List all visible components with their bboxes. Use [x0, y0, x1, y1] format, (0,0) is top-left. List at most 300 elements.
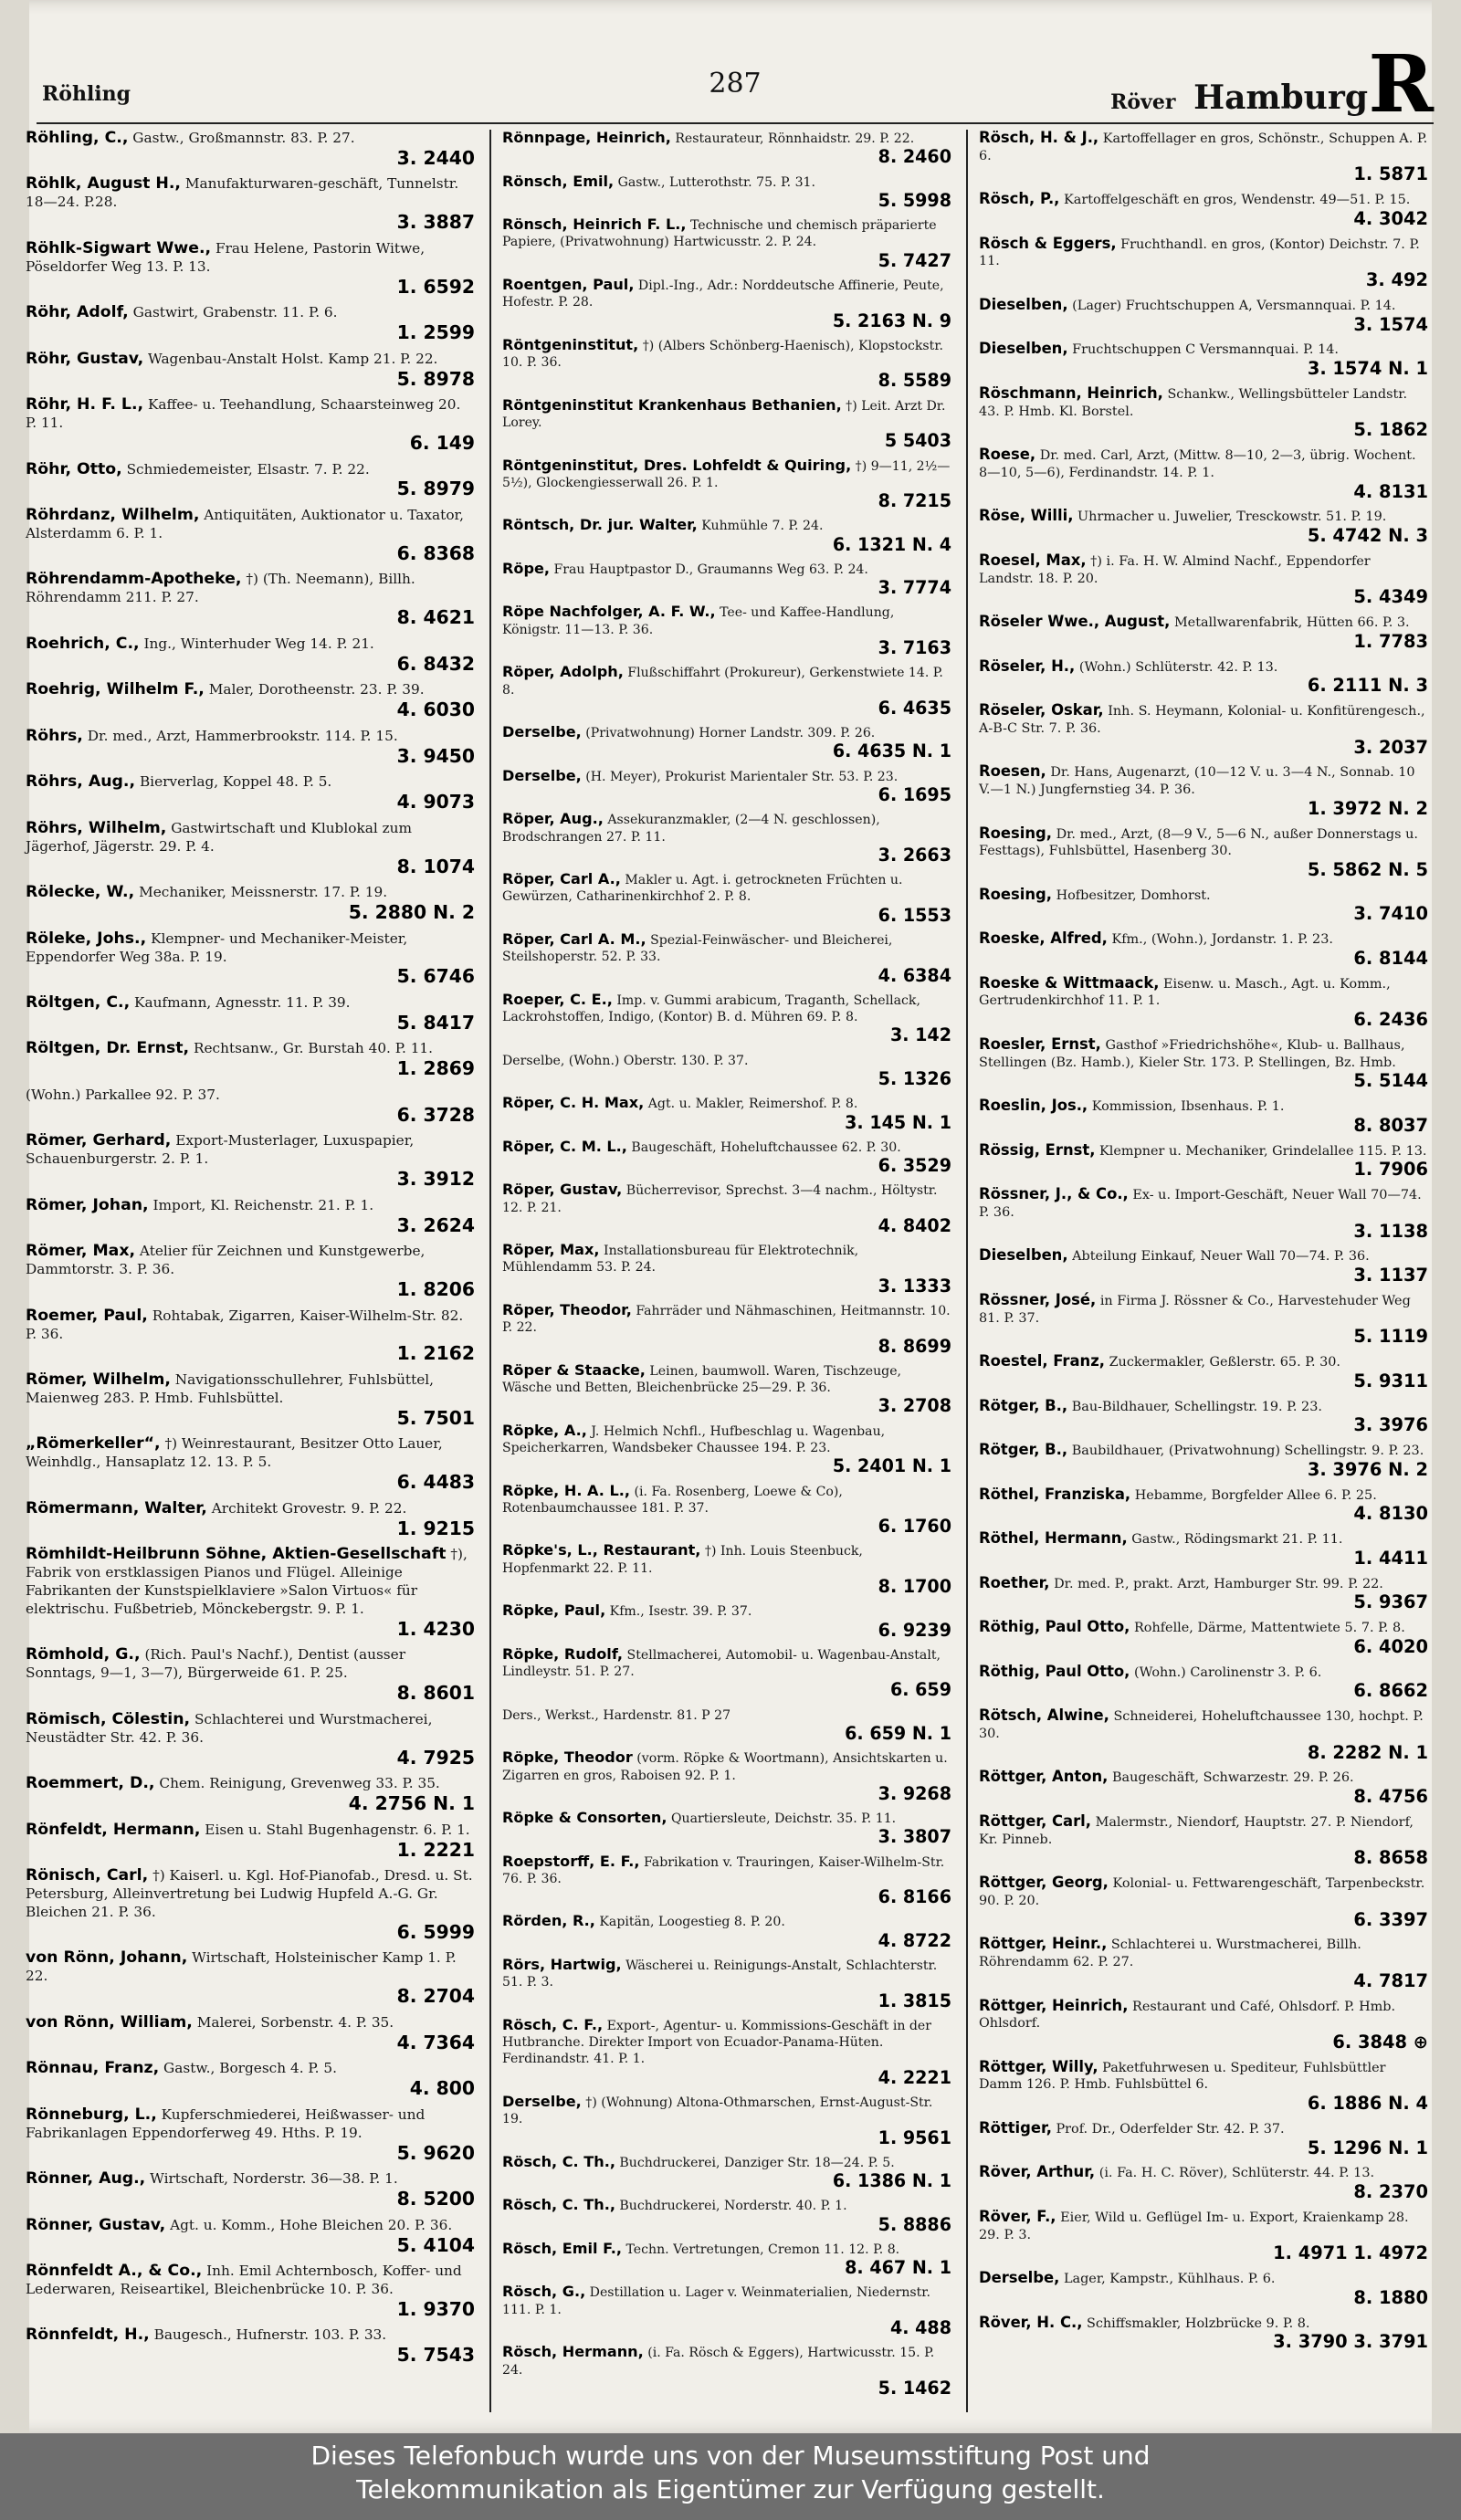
entry-details: Flußschiffahrt (Prokureur), Gerkenstwiete 14. P. 8. — [502, 666, 943, 698]
entry-details: Kupferschmiederei, Heißwasser- und Fabrikanlagen Eppendorferweg 49. Hths. P. 19. — [26, 2105, 426, 2141]
entry-name: Röseler Wwe., August, — [979, 613, 1171, 631]
entry-phone-number: 1. 8206 — [396, 1278, 475, 1301]
directory-entry — [975, 1530, 1432, 1568]
entry-details: Schiffsmakler, Holzbrücke 9. P. 8. — [1087, 2315, 1310, 2331]
entry-phone-number: 4. 2221 — [878, 2066, 951, 2088]
directory-entry — [22, 994, 478, 1034]
entry-name: Röper, Gustav, — [502, 1181, 623, 1199]
entry-name: Rösch & Eggers, — [979, 234, 1117, 252]
entry-phone-number: 3. 3912 — [396, 1168, 475, 1191]
entry-phone-number: 4. 8402 — [878, 1214, 951, 1236]
entry-phone-number: 1. 3815 — [878, 1990, 951, 2011]
entry-phone-number: 3. 3976 — [1353, 1414, 1428, 1436]
entry-details: Dr. med., Arzt, Hammerbrookstr. 114. P. 15. — [87, 727, 398, 744]
entry-details: Baubildhauer, (Privatwohnung) Schellingstr. 9. P. 23. — [1071, 1444, 1424, 1459]
entry-name: Röse, Willi, — [979, 507, 1074, 525]
entry-phone-number: 5. 8979 — [396, 478, 475, 500]
entry-name: Rössner, J., & Co., — [979, 1185, 1129, 1203]
entry-phone-number: 5. 1326 — [878, 1067, 951, 1089]
entry-details: Baugesch., Hufnerstr. 103. P. 33. — [153, 2326, 387, 2344]
entry-phone-number: 6. 8368 — [396, 541, 475, 564]
directory-entry — [499, 1139, 955, 1175]
entry-name: Röpke, H. A. L., — [502, 1481, 631, 1499]
entry-name: Römhold, G., — [26, 1645, 141, 1664]
entry-phone-number: 3. 2663 — [878, 844, 951, 866]
header-last-word: Röver — [1110, 90, 1176, 114]
directory-entry — [975, 2059, 1432, 2114]
directory-entry — [499, 2197, 955, 2233]
directory-entry — [499, 1423, 955, 1476]
entry-phone-number: 8. 5200 — [396, 2188, 475, 2210]
directory-entry — [22, 1711, 478, 1769]
entry-name: Römer, Wilhelm, — [26, 1370, 171, 1390]
entry-details: Kapitän, Loogestieg 8. P. 20. — [599, 1915, 785, 1930]
entry-details: Stellmacherei, Automobil- u. Wagenbau-Anstalt, Lindleystr. 51. P. 27. — [502, 1647, 941, 1680]
entry-name: Rösch, C. Th., — [502, 2152, 615, 2170]
entry-phone-number: 8. 467 N. 1 — [845, 2257, 951, 2279]
entry-name: Röpke, A., — [502, 1421, 587, 1439]
entry-details: Eier, Wild u. Geflügel Im- u. Export, Kraienkamp 28. 29. P. 3. — [979, 2210, 1409, 2242]
entry-phone-number: 6. 1553 — [878, 904, 951, 926]
entry-details: Bücherrevisor, Sprechst. 3—4 nachm., Höltystr. 12. P. 21. — [502, 1183, 938, 1215]
entry-details: Uhrmacher u. Juwelier, Tresckowstr. 51. P. 19. — [1077, 509, 1387, 525]
entry-details: Rechtsanw., Gr. Burstah 40. P. 11. — [193, 1040, 434, 1057]
entry-details: (i. Fa. Rösch & Eggers), Hartwicusstr. 15. P. 24. — [502, 2346, 935, 2378]
entry-details: Ders., Werkst., Hardenstr. 81. P 27 — [502, 1707, 731, 1723]
directory-entry — [22, 1546, 478, 1640]
entry-details: Rohtabak, Zigarren, Kaiser-Wilhelm-Str. 82. P. 36. — [26, 1307, 464, 1342]
entry-details: Antiquitäten, Auktionator u. Taxator, Alsterdamm 6. P. 1. — [26, 507, 465, 541]
directory-entry — [22, 1775, 478, 1814]
directory-entry — [499, 561, 955, 597]
directory-entry — [499, 1810, 955, 1846]
directory-entry — [975, 1619, 1432, 1656]
entry-details: †) Inh. Louis Steenbuck, Hopfenmarkt 22. P. 11. — [502, 1544, 863, 1576]
directory-entry — [499, 2154, 955, 2190]
entry-phone-number: 6. 8144 — [1353, 947, 1428, 969]
directory-entry — [499, 130, 955, 166]
directory-entry — [975, 385, 1432, 440]
entry-name: Röhrendamm-Apotheke, — [26, 570, 242, 589]
entry-details: (Rich. Paul's Nachf.), Dentist (ausser Sonntags, 9—1, 3—7), Bürgerweide 61. P. 25. — [26, 1646, 406, 1682]
directory-entry — [975, 702, 1432, 757]
entry-phone-number: 3. 3887 — [396, 211, 475, 234]
directory-entry — [499, 1913, 955, 1949]
entry-details: Frau Hauptpastor D., Graumanns Weg 63. P. 24. — [553, 562, 868, 577]
directory-entry — [22, 681, 478, 720]
directory-entry — [22, 1435, 478, 1493]
entry-details: Gastwirt, Grabenstr. 11. P. 6. — [132, 304, 338, 321]
entry-details: Schneiderei, Hoheluftchaussee 130, hochpt. P. 30. — [979, 1709, 1424, 1741]
directory-entry — [975, 763, 1432, 818]
entry-phone-number: 6. 2436 — [1353, 1009, 1428, 1031]
entry-details: in Firma J. Rössner & Co., Harvestehuder Weg 81. P. 37. — [979, 1293, 1411, 1326]
entry-name: Rösch, P., — [979, 190, 1060, 208]
entry-phone-number: 5. 4349 — [1353, 586, 1428, 608]
entry-phone-number: 3. 142 — [889, 1024, 951, 1046]
entry-name: Rörden, R., — [502, 1912, 595, 1930]
directory-entry — [975, 1936, 1432, 1990]
entry-phone-number: 1. 7906 — [1353, 1159, 1428, 1181]
directory-entry — [22, 2106, 478, 2164]
entry-phone-number: 1. 5871 — [1353, 163, 1428, 185]
directory-entry — [499, 337, 955, 391]
entry-name: Rösch, C. Th., — [502, 2196, 615, 2214]
entry-phone-number: 5. 4742 N. 3 — [1307, 525, 1428, 547]
entry-name: Röper, Carl A. M., — [502, 929, 646, 948]
entry-name: Röhlk, August H., — [26, 174, 181, 194]
directory-entry — [22, 635, 478, 675]
entry-name: Derselbe, — [502, 723, 582, 741]
directory-entry — [499, 1706, 955, 1743]
directory-entry — [975, 191, 1432, 228]
directory-entry — [975, 825, 1432, 880]
entry-details: (Lager) Fruchtschuppen A, Versmannquai. P. 14. — [1072, 298, 1396, 313]
entry-phone-number: 3. 3976 N. 2 — [1307, 1458, 1428, 1480]
entry-phone-number: 1. 2221 — [396, 1838, 475, 1861]
entry-phone-number: 5. 8886 — [878, 2213, 951, 2235]
directory-entry — [975, 552, 1432, 607]
entry-details: †) (Albers Schönberg-Haenisch), Klopstockstr. 10. P. 36. — [502, 338, 943, 371]
entry-details: Makler u. Agt. i. getrockneten Früchten u. Gewürzen, Catharinenkirchhof 2. P. 8. — [502, 873, 903, 905]
entry-name: Röntgeninstitut, Dres. Lohfeldt & Quiring, — [502, 456, 852, 474]
entry-name: Röhrs, Wilhelm, — [26, 818, 167, 837]
entry-name: Rönfeldt, Hermann, — [26, 1820, 201, 1839]
directory-entry — [499, 1181, 955, 1235]
entry-name: Röhr, Otto, — [26, 459, 122, 478]
entry-details: Export-Musterlager, Luxuspapier, Schauenburgerstr. 2. P. 1. — [26, 1132, 415, 1168]
directory-entry — [499, 1853, 955, 1907]
entry-name: Roese, — [979, 446, 1036, 464]
entry-phone-number: 3. 2624 — [396, 1213, 475, 1236]
entry-name: Röper, C. H. Max, — [502, 1094, 645, 1112]
entry-details: Chem. Reinigung, Grevenweg 33. P. 35. — [159, 1775, 440, 1792]
entry-details: Lager, Kampstr., Kühlhaus. P. 6. — [1063, 2272, 1276, 2287]
entry-details: Wagenbau-Anstalt Holst. Kamp 21. P. 22. — [148, 350, 438, 367]
directory-entry — [975, 1442, 1432, 1479]
entry-name: Rölecke, W., — [26, 883, 135, 902]
directory-entry — [975, 1142, 1432, 1180]
directory-entry — [22, 351, 478, 390]
entry-details: (i. Fa. H. C. Röver), Schlüterstr. 44. P. 13. — [1098, 2166, 1375, 2181]
directory-entry — [22, 2326, 478, 2366]
entry-phone-number: 6. 3848 ⊕ — [1332, 2031, 1428, 2053]
entry-name: Roemer, Paul, — [26, 1306, 148, 1325]
entry-name: Röltgen, Dr. Ernst, — [26, 1039, 190, 1058]
entry-details: Technische und chemisch präparierte Papiere, (Privatwohnung) Hartwicusstr. 2. P. 24. — [502, 218, 937, 250]
entry-details: Agt. u. Komm., Hohe Bleichen 20. P. 36. — [170, 2216, 453, 2233]
directory-entry — [975, 1998, 1432, 2053]
entry-phone-number: 5. 9311 — [1353, 1370, 1428, 1391]
directory-entry — [499, 2017, 955, 2087]
directory-entry — [499, 604, 955, 657]
entry-phone-number: 8. 8658 — [1353, 1847, 1428, 1869]
entry-name: Röhlk-Sigwart Wwe., — [26, 238, 212, 257]
entry-details: Buchdruckerei, Norderstr. 40. P. 1. — [619, 2199, 847, 2214]
directory-entry — [22, 728, 478, 767]
entry-phone-number: 4. 7817 — [1353, 1969, 1428, 1991]
entry-name: Roesing, — [979, 824, 1053, 842]
entry-details: Ing., Winterhuder Weg 14. P. 21. — [143, 635, 374, 652]
directory-entry — [22, 175, 478, 233]
directory-entry — [975, 1398, 1432, 1435]
entry-name: Rössner, José, — [979, 1290, 1097, 1308]
entry-phone-number: 4. 7925 — [396, 1746, 475, 1769]
directory-entry — [975, 975, 1432, 1030]
entry-phone-number: 4. 3042 — [1353, 207, 1428, 229]
entry-name: Röthig, Paul Otto, — [979, 1662, 1130, 1680]
entry-phone-number: 6. 9239 — [878, 1619, 951, 1641]
entry-phone-number: 8. 2704 — [396, 1985, 475, 2008]
entry-phone-number: 4. 8130 — [1353, 1503, 1428, 1525]
entry-details: Architekt Grovestr. 9. P. 22. — [211, 1499, 407, 1517]
directory-entry — [22, 507, 478, 564]
entry-name: Rörs, Hartwig, — [502, 1955, 622, 1973]
entry-phone-number: 6. 4020 — [1353, 1635, 1428, 1657]
entry-details: Rohfelle, Därme, Mattentwiete 5. 7. P. 8. — [1133, 1621, 1405, 1636]
entry-phone-number: 3. 2708 — [878, 1395, 951, 1417]
entry-name: Roesler, Ernst, — [979, 1034, 1101, 1053]
entry-name: Röthig, Paul Otto, — [979, 1618, 1130, 1636]
entry-details: Fruchthandl. en gros, (Kontor) Deichstr. 7. P. 11. — [979, 236, 1420, 269]
footer-line-1: Dieses Telefonbuch wurde uns von der Museumsstiftung Post und — [310, 2441, 1151, 2471]
directory-entry — [22, 240, 478, 298]
directory-entry — [22, 2217, 478, 2256]
entry-details: Malerei, Sorbenstr. 4. P. 35. — [196, 2013, 394, 2031]
entry-details: Tee- und Kaffee-Handlung, Königstr. 11—13. P. 36. — [502, 605, 895, 637]
entry-name: Roeske, Alfred, — [979, 929, 1108, 948]
entry-details: Installationsbureau für Elektrotechnik, Mühlendamm 53. P. 24. — [502, 1244, 859, 1276]
directory-entry — [22, 1087, 478, 1126]
entry-name: Rönner, Gustav, — [26, 2215, 166, 2234]
entry-phone-number: 5. 9620 — [396, 2141, 475, 2164]
entry-phone-number: 5. 8417 — [396, 1011, 475, 1034]
entry-name: Röpke, Theodor — [502, 1748, 633, 1767]
entry-phone-number: 3. 1137 — [1353, 1265, 1428, 1286]
entry-name: Römisch, Cölestin, — [26, 1709, 191, 1728]
column-divider — [489, 130, 491, 2412]
directory-entry — [499, 871, 955, 925]
entry-details: Manufakturwaren-geschäft, Tunnelstr. 18—24. P.28. — [26, 175, 459, 211]
directory-entry — [975, 887, 1432, 924]
entry-name: „Römerkeller“, — [26, 1434, 161, 1454]
entry-name: Rösch, H. & J., — [979, 130, 1099, 146]
column-3 — [975, 130, 1432, 2412]
entry-name: Rönnfeldt, H., — [26, 2326, 150, 2345]
directory-entry — [499, 1542, 955, 1596]
entry-phone-number: 3. 1574 — [1353, 313, 1428, 335]
directory-entry — [499, 1749, 955, 1803]
directory-entry — [499, 1646, 955, 1700]
entry-details: Baugeschäft, Schwarzestr. 29. P. 26. — [1111, 1770, 1354, 1786]
directory-entry — [975, 297, 1432, 334]
entry-phone-number: 5. 2401 N. 1 — [832, 1455, 951, 1477]
entry-name: Röhrs, Aug., — [26, 772, 136, 792]
entry-name: Röhr, H. F. L., — [26, 395, 144, 415]
entry-details: Zuckermakler, Geßlerstr. 65. P. 30. — [1109, 1355, 1341, 1370]
entry-name: Röleke, Johs., — [26, 929, 147, 948]
entry-details: Maler, Dorotheenstr. 23. P. 39. — [208, 681, 425, 698]
entry-name: Rösch, G., — [502, 2283, 586, 2301]
entry-name: Röntgeninstitut, — [502, 335, 639, 353]
entry-phone-number: 8. 4621 — [396, 606, 475, 629]
directory-entry — [22, 930, 478, 988]
entry-name: Röver, F., — [979, 2207, 1056, 2225]
entry-details: Eisen u. Stahl Bugenhagenstr. 6. P. 1. — [205, 1821, 470, 1838]
entry-details: Gastwirtschaft und Klublokal zum Jägerhof, Jägerstr. 29. P. 4. — [26, 819, 413, 855]
entry-phone-number: 6. 8432 — [396, 652, 475, 675]
directory-entry — [975, 1813, 1432, 1868]
entry-phone-number: 5. 5998 — [878, 189, 951, 211]
entry-name: Röper, C. M. L., — [502, 1137, 627, 1155]
entry-details: Dr. med. Carl, Arzt, (Mittw. 8—10, 2—3, übrig. Wochent. 8—10, 5—6), Ferdinandstr. 14. P. 1. — [979, 448, 1416, 480]
entry-phone-number: 4. 9073 — [396, 791, 475, 814]
entry-details: (vorm. Röpke & Woortmann), Ansichtskarten u. Zigarren en gros, Raboisen 92. P. 1. — [502, 1751, 948, 1783]
entry-phone-number: 3. 1138 — [1353, 1220, 1428, 1242]
entry-name: Rönsch, Emil, — [502, 172, 615, 190]
entry-details: J. Helmich Nchfl., Hufbeschlag u. Wagenbau, Speicherkarren, Wandsbeker Chaussee 194. P. 23. — [502, 1423, 886, 1455]
entry-details: Gasthof »Friedrichshöhe«, Klub- u. Ballhaus, Stellingen (Bz. Hamb.), Kieler Str. 173. P. Stellingen, Bz. Hmb. — [979, 1037, 1405, 1070]
entry-phone-number: 6. 4483 — [396, 1471, 475, 1494]
entry-phone-number: 6. 1695 — [878, 784, 951, 805]
entry-name: Röper, Aug., — [502, 810, 604, 828]
entry-details: Kuhmühle 7. P. 24. — [701, 519, 824, 534]
entry-phone-number: 6. 4635 N. 1 — [832, 740, 951, 762]
directory-entry — [975, 341, 1432, 378]
entry-phone-number: 5. 6746 — [396, 965, 475, 988]
entry-phone-number: 6. 8662 — [1353, 1680, 1428, 1702]
entry-details: Dr. med. P., prakt. Arzt, Hamburger Str. 99. P. 22. — [1054, 1576, 1383, 1591]
directory-entry — [499, 397, 955, 451]
entry-name: Röpe Nachfolger, A. F. W., — [502, 603, 716, 621]
entry-details: Assekuranzmakler, (2—4 N. geschlossen), Brodschrangen 27. P. 11. — [502, 813, 880, 845]
entry-details: Gastw., Großmannstr. 83. P. 27. — [132, 130, 355, 146]
directory-entry — [499, 2284, 955, 2337]
entry-details: Dipl.-Ing., Adr.: Norddeutsche Affinerie, Peute, Hofestr. P. 28. — [502, 278, 944, 310]
entry-phone-number: 5. 5862 N. 5 — [1307, 858, 1428, 880]
directory-entry — [499, 1242, 955, 1296]
entry-name: Röltgen, C., — [26, 992, 131, 1012]
entry-phone-number: 1. 4230 — [396, 1617, 475, 1640]
entry-phone-number: 1. 9215 — [396, 1517, 475, 1539]
entry-name: Roesing, — [979, 885, 1053, 903]
entry-name: Röper & Staacke, — [502, 1360, 646, 1379]
entry-name: Röver, H. C., — [979, 2313, 1083, 2331]
entry-name: Roesel, Max, — [979, 551, 1087, 569]
entry-phone-number: 6. 3728 — [396, 1103, 475, 1126]
entry-details: Inh. S. Heymann, Kolonial- u. Konfitürengesch., A-B-C Str. 7. P. 36. — [979, 704, 1425, 736]
entry-name: Rönisch, Carl, — [26, 1866, 149, 1885]
directory-entry — [499, 1302, 955, 1356]
entry-phone-number: 8. 2370 — [1353, 2181, 1428, 2203]
entry-phone-number: 4. 488 — [889, 2317, 951, 2339]
entry-details: (H. Meyer), Prokurist Marientaler Str. 53. P. 23. — [585, 769, 899, 784]
entry-details: Paketfuhrwesen u. Spediteur, Fuhlsbüttler Damm 126. P. Hmb. Fuhlsbüttel 6. — [979, 2060, 1386, 2093]
entry-details: Dr. Hans, Augenarzt, (10—12 V. u. 3—4 N., Sonnab. 10 V.—1 N.) Jungfernstieg 34. P. 36. — [979, 765, 1415, 798]
directory-entry — [499, 2241, 955, 2277]
entry-details: Imp. v. Gummi arabicum, Traganth, Schellack, Lackrohstoffen, Indigo, (Kontor) B. d. Mühren 69. P. 8. — [502, 992, 920, 1025]
entry-phone-number: 4. 800 — [409, 2077, 475, 2100]
entry-name: Rötsch, Alwine, — [979, 1706, 1109, 1725]
entry-name: von Rönn, Johann, — [26, 1948, 188, 1968]
entry-phone-number: 6. 8166 — [878, 1886, 951, 1908]
directory-entry — [975, 1486, 1432, 1524]
entry-details: Baugeschäft, Hoheluftchaussee 62. P. 30. — [631, 1139, 901, 1155]
directory-entry — [499, 173, 955, 210]
entry-phone-number: 5. 2163 N. 9 — [832, 310, 951, 331]
entry-phone-number: 3. 3807 — [878, 1826, 951, 1848]
footer-line-2: Telekommunikation als Eigentümer zur Verfügung gestellt. — [356, 2474, 1105, 2504]
entry-details: Import, Kl. Reichenstr. 21. P. 1. — [152, 1196, 374, 1213]
entry-name: Röthel, Franziska, — [979, 1485, 1131, 1503]
entry-phone-number: 8. 1074 — [396, 855, 475, 877]
entry-details: Wirtschaft, Holsteinischer Kamp 1. P. 22. — [26, 1949, 457, 1985]
entry-details: †) (Th. Neemann), Billh. Röhrendamm 211. P. 27. — [26, 571, 415, 606]
entry-name: Röntgeninstitut Krankenhaus Bethanien, — [502, 395, 842, 414]
directory-entry — [22, 1500, 478, 1539]
entry-phone-number: 8. 2282 N. 1 — [1307, 1741, 1428, 1763]
directory-entry — [975, 930, 1432, 968]
entry-name: Römermann, Walter, — [26, 1498, 207, 1517]
entry-details: Gastw., Rödingsmarkt 21. P. 11. — [1131, 1532, 1343, 1548]
entry-phone-number: 1. 4971 1. 4972 — [1273, 2242, 1428, 2264]
entry-name: Röttger, Anton, — [979, 1768, 1109, 1786]
entry-details: Frau Helene, Pastorin Witwe, Pöseldorfer Weg 13. P. 13. — [26, 239, 426, 275]
directory-entry — [499, 1957, 955, 2011]
entry-name: Röttger, Heinrich, — [979, 1996, 1129, 2014]
entry-phone-number: 8. 8037 — [1353, 1114, 1428, 1136]
entry-details: Hebamme, Borgfelder Allee 6. P. 25. — [1134, 1487, 1377, 1503]
entry-name: Rösch, Hermann, — [502, 2343, 644, 2361]
entry-phone-number: 3. 2037 — [1353, 736, 1428, 758]
directory-entry — [975, 2315, 1432, 2352]
directory-entry — [975, 2164, 1432, 2201]
entry-details: Inh. Emil Achternbosch, Koffer- und Lederwaren, Reiseartikel, Bleichenbrücke 10. P. 36. — [26, 2263, 462, 2297]
directory-entry — [975, 508, 1432, 545]
entry-phone-number: 6. 659 — [889, 1679, 951, 1701]
entry-name: Röpe, — [502, 559, 550, 577]
entry-phone-number: 8. 1700 — [878, 1576, 951, 1598]
directory-entry — [499, 724, 955, 761]
entry-name: Roehrig, Wilhelm F., — [26, 680, 205, 699]
directory-entry — [22, 1132, 478, 1190]
entry-name: Röttger, Willy, — [979, 2057, 1098, 2075]
entry-phone-number: 6. 4635 — [878, 697, 951, 719]
directory-columns — [22, 130, 1446, 2412]
directory-entry — [499, 277, 955, 331]
directory-entry — [499, 1052, 955, 1088]
directory-entry — [975, 1036, 1432, 1091]
entry-details: Export-, Agentur- u. Kommissions-Geschäft in der Hutbranche. Direkter Import von Ecuador-Panama-Hüten. Ferdinandstr. 41. P. 1. — [502, 2018, 931, 2067]
directory-entry — [499, 1602, 955, 1639]
entry-name: Röhr, Gustav, — [26, 349, 144, 368]
entry-phone-number: 5. 1296 N. 1 — [1307, 2137, 1428, 2158]
directory-entry — [499, 216, 955, 270]
entry-name: Roepstorff, E. F., — [502, 1852, 640, 1870]
entry-details: Spezial-Feinwäscher- und Bleicherei, Steilshoperstr. 52. P. 33. — [502, 932, 893, 965]
directory-entry — [975, 1874, 1432, 1929]
directory-entry — [22, 2060, 478, 2099]
entry-phone-number: 4. 2756 N. 1 — [348, 1792, 475, 1815]
entry-details: Dr. med., Arzt, (8—9 V., 5—6 N., außer Donnerstags u. Festtags), Fuhlsbüttel, Hasenberg 30. — [979, 826, 1418, 859]
entry-phone-number: 4. 8131 — [1353, 480, 1428, 502]
entry-details: Gastw., Borgesch 4. P. 5. — [163, 2060, 337, 2077]
directory-entry — [975, 130, 1432, 184]
entry-details: †) Leit. Arzt Dr. Lorey. — [502, 398, 946, 430]
entry-details: (i. Fa. Rosenberg, Loewe & Co), Rotenbaumchaussee 181. P. 37. — [502, 1484, 843, 1516]
directory-entry — [22, 1822, 478, 1861]
entry-details: Klempner- und Mechaniker-Meister, Eppendorfer Weg 38a. P. 19. — [26, 929, 408, 965]
